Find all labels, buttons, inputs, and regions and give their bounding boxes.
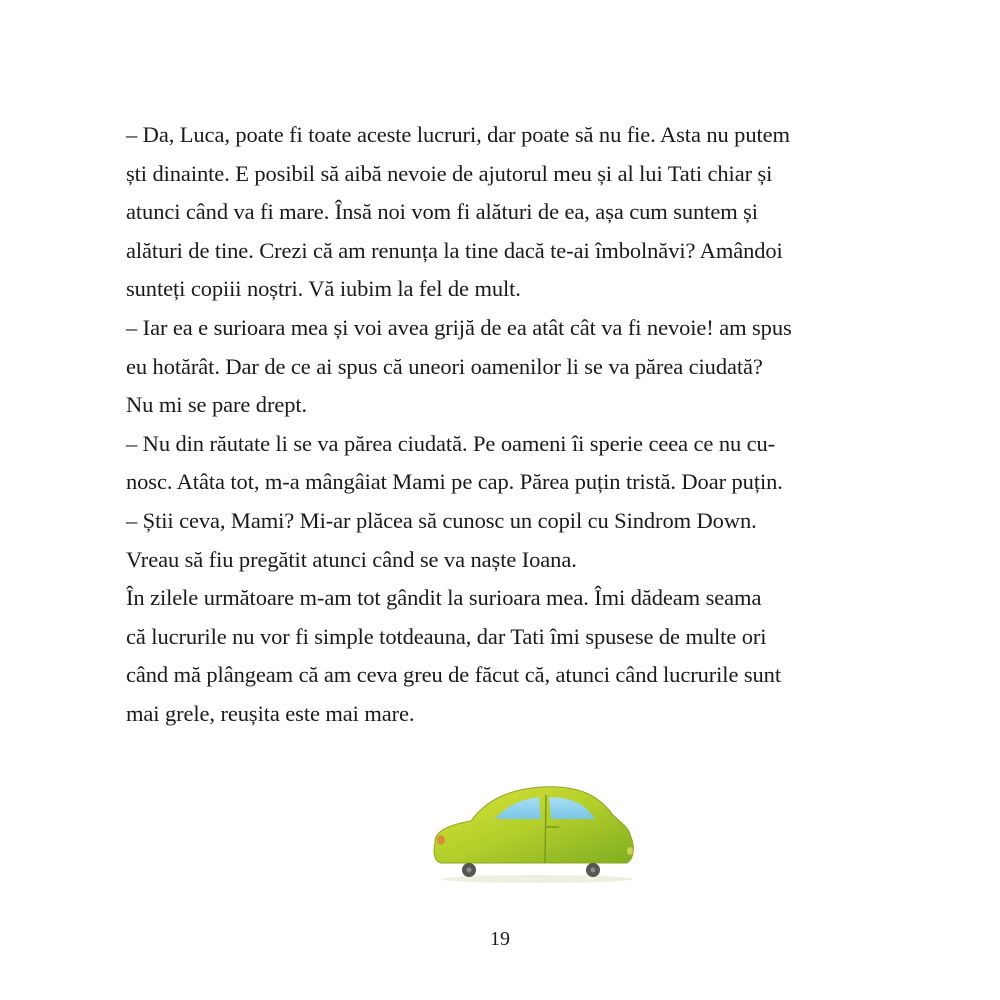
text-line: eu hotărât. Dar de ce ai spus că uneori oamenilor li se va părea ciudată? — [126, 353, 763, 379]
text-line: atunci când va fi mare. Însă noi vom fi alături de ea, așa cum suntem și — [126, 199, 758, 225]
text-line: nosc. Atâta tot, m-a mângâiat Mami pe cap. Părea puțin tristă. Doar puțin. — [126, 469, 783, 495]
text-line: – Nu din răutate li se va părea ciudată. Pe oameni îi sperie ceea ce nu cu- — [126, 430, 776, 456]
car-headlight — [437, 835, 445, 845]
page-number: 19 — [490, 928, 510, 950]
text-line: Vreau să fiu pregătit atunci când se va naște Ioana. — [126, 546, 577, 572]
text-line: când mă plângeam că am ceva greu de făcut că, atunci când lucrurile sunt — [126, 662, 781, 688]
text-line: că lucrurile nu vor fi simple totdeauna, dar Tati îmi spusese de multe ori — [126, 623, 767, 649]
text-line: – Iar ea e surioara mea și voi avea grijă de ea atât cât va fi nevoie! am spus — [126, 314, 792, 340]
text-line: sunteți copiii noștri. Vă iubim la fel de mult. — [126, 276, 521, 302]
car-icon — [425, 775, 647, 887]
story-text — [126, 116, 886, 734]
text-line: În zilele următoare m-am tot gândit la surioara mea. Îmi dădeam seama — [126, 585, 762, 611]
text-line: mai grele, reușita este mai mare. — [126, 700, 415, 726]
text-line: – Știi ceva, Mami? Mi-ar plăcea să cunosc un copil cu Sindrom Down. — [126, 507, 757, 533]
text-line: ști dinainte. E posibil să aibă nevoie de ajutorul meu și al lui Tati chiar și — [126, 160, 773, 186]
text-line: – Da, Luca, poate fi toate aceste lucruri, dar poate să nu fie. Asta nu putem — [126, 122, 790, 147]
text-line: alături de tine. Crezi că am renunța la tine dacă te-ai îmbolnăvi? Amândoi — [126, 237, 783, 263]
text-line: Nu mi se pare drept. — [126, 392, 308, 418]
car-taillight — [627, 847, 633, 855]
